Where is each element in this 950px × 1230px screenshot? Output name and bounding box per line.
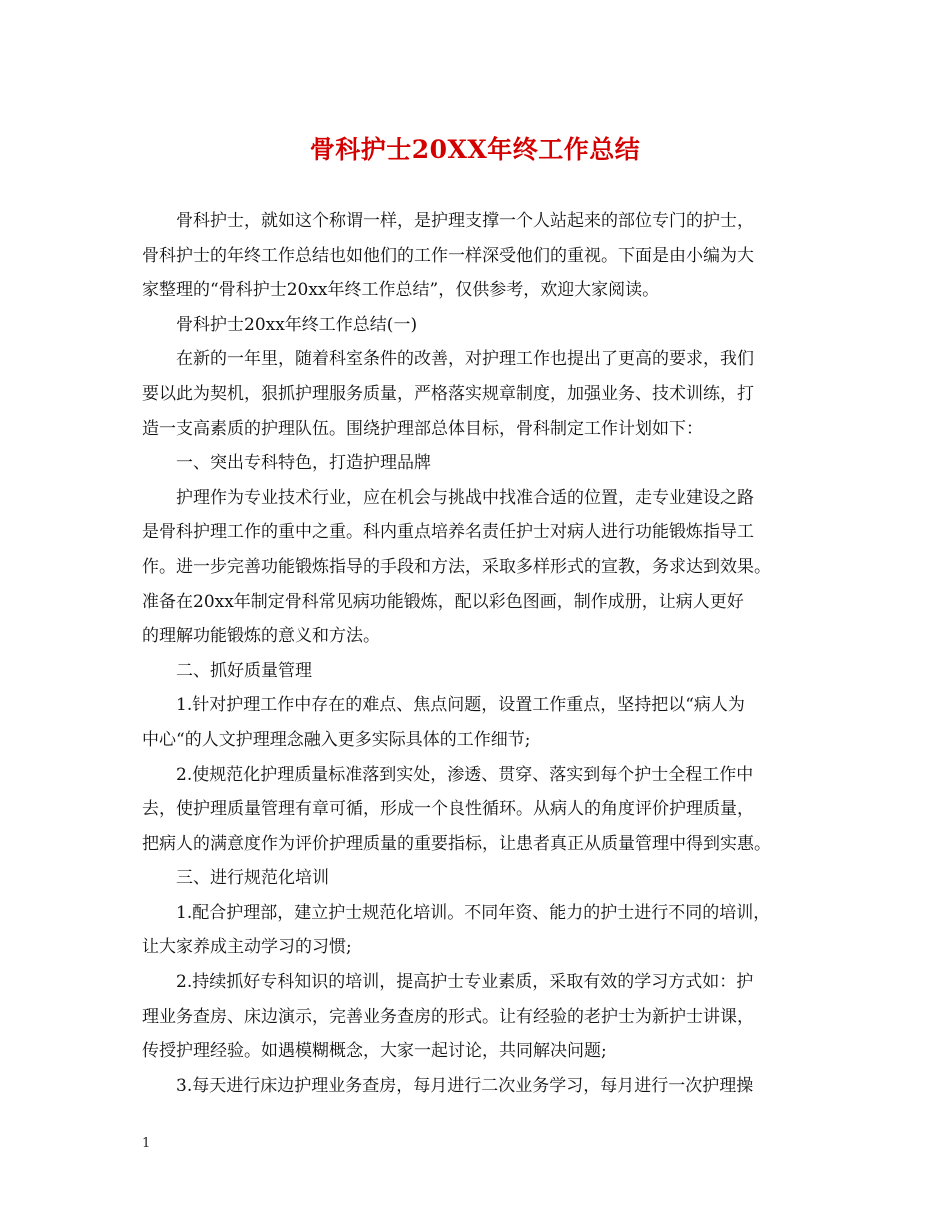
body-text-line: 三、进行规范化培训 — [176, 868, 329, 889]
body-text-line: 要以此为契机，狠抓护理服务质量，严格落实规章制度，加强业务、技术训练，打 — [142, 383, 754, 404]
body-text-line: 一、突出专科特色，打造护理品牌 — [176, 453, 431, 474]
body-text-line: 是骨科护理工作的重中之重。科内重点培养名责任护士对病人进行功能锻炼指导工 — [142, 522, 754, 543]
body-text-line: 骨科护士，就如这个称谓一样，是护理支撑一个人站起来的部位专门的护士， — [176, 211, 754, 231]
body-text-line: 让大家养成主动学习的习惯; — [142, 937, 352, 958]
body-text-line: 2.持续抓好专科知识的培训，提高护士专业素质，采取有效的学习方式如：护 — [176, 972, 754, 993]
body-text-line: 骨科护士的年终工作总结也如他们的工作一样深受他们的重视。下面是由小编为大 — [142, 245, 754, 266]
body-text-line: 的理解功能锻炼的意义和方法。 — [142, 626, 380, 647]
page-number: 1 — [142, 1136, 151, 1151]
body-text-line: 二、抓好质量管理 — [176, 660, 312, 681]
body-text-line: 传授护理经验。如遇模糊概念，大家一起讨论，共同解决问题; — [142, 1041, 607, 1062]
body-text-line: 理业务查房、床边演示，完善业务查房的形式。让有经验的老护士为新护士讲课， — [142, 1006, 754, 1027]
body-text-line: 1.针对护理工作中存在的难点、焦点问题，设置工作重点，坚持把以“病人为 — [176, 695, 745, 716]
body-text-line: 造一支高素质的护理队伍。围绕护理部总体目标，骨科制定工作计划如下： — [142, 418, 703, 439]
body-text-line: 去，使护理质量管理有章可循，形成一个良性循环。从病人的角度评价护理质量， — [142, 799, 754, 820]
body-text-line: 把病人的满意度作为评价护理质量的重要指标，让患者真正从质量管理中得到实惠。 — [142, 833, 771, 854]
body-text-line: 1.配合护理部，建立护士规范化培训。不同年资、能力的护士进行不同的培训， — [176, 902, 771, 923]
body-text-line: 作。进一步完善功能锻炼指导的手段和方法，采取多样形式的宣教，务求达到效果。 — [142, 556, 771, 577]
body-text-line: 2.使规范化护理质量标准落到实处，渗透、贯穿、落实到每个护士全程工作中 — [176, 764, 754, 785]
document-body — [142, 204, 822, 1103]
body-text-line: 护理作为专业技术行业，应在机会与挑战中找准合适的位置，走专业建设之路 — [176, 487, 754, 508]
body-text-line: 中心“的人文护理理念融入更多实际具体的工作细节; — [142, 729, 531, 750]
body-text-line: 准备在20xx年制定骨科常见病功能锻炼，配以彩色图画，制作成册，让病人更好 — [142, 591, 744, 612]
body-text-line: 家整理的“骨科护士20xx年终工作总结”，仅供参考，欢迎大家阅读。 — [142, 280, 660, 301]
document-title: 骨科护士20XX年终工作总结 — [309, 135, 641, 164]
body-text-line: 骨科护士20xx年终工作总结(一) — [176, 314, 418, 335]
body-text-line: 在新的一年里，随着科室条件的改善，对护理工作也提出了更高的要求，我们 — [176, 349, 754, 370]
body-text-line: 3.每天进行床边护理业务查房，每月进行二次业务学习，每月进行一次护理操 — [176, 1075, 754, 1096]
